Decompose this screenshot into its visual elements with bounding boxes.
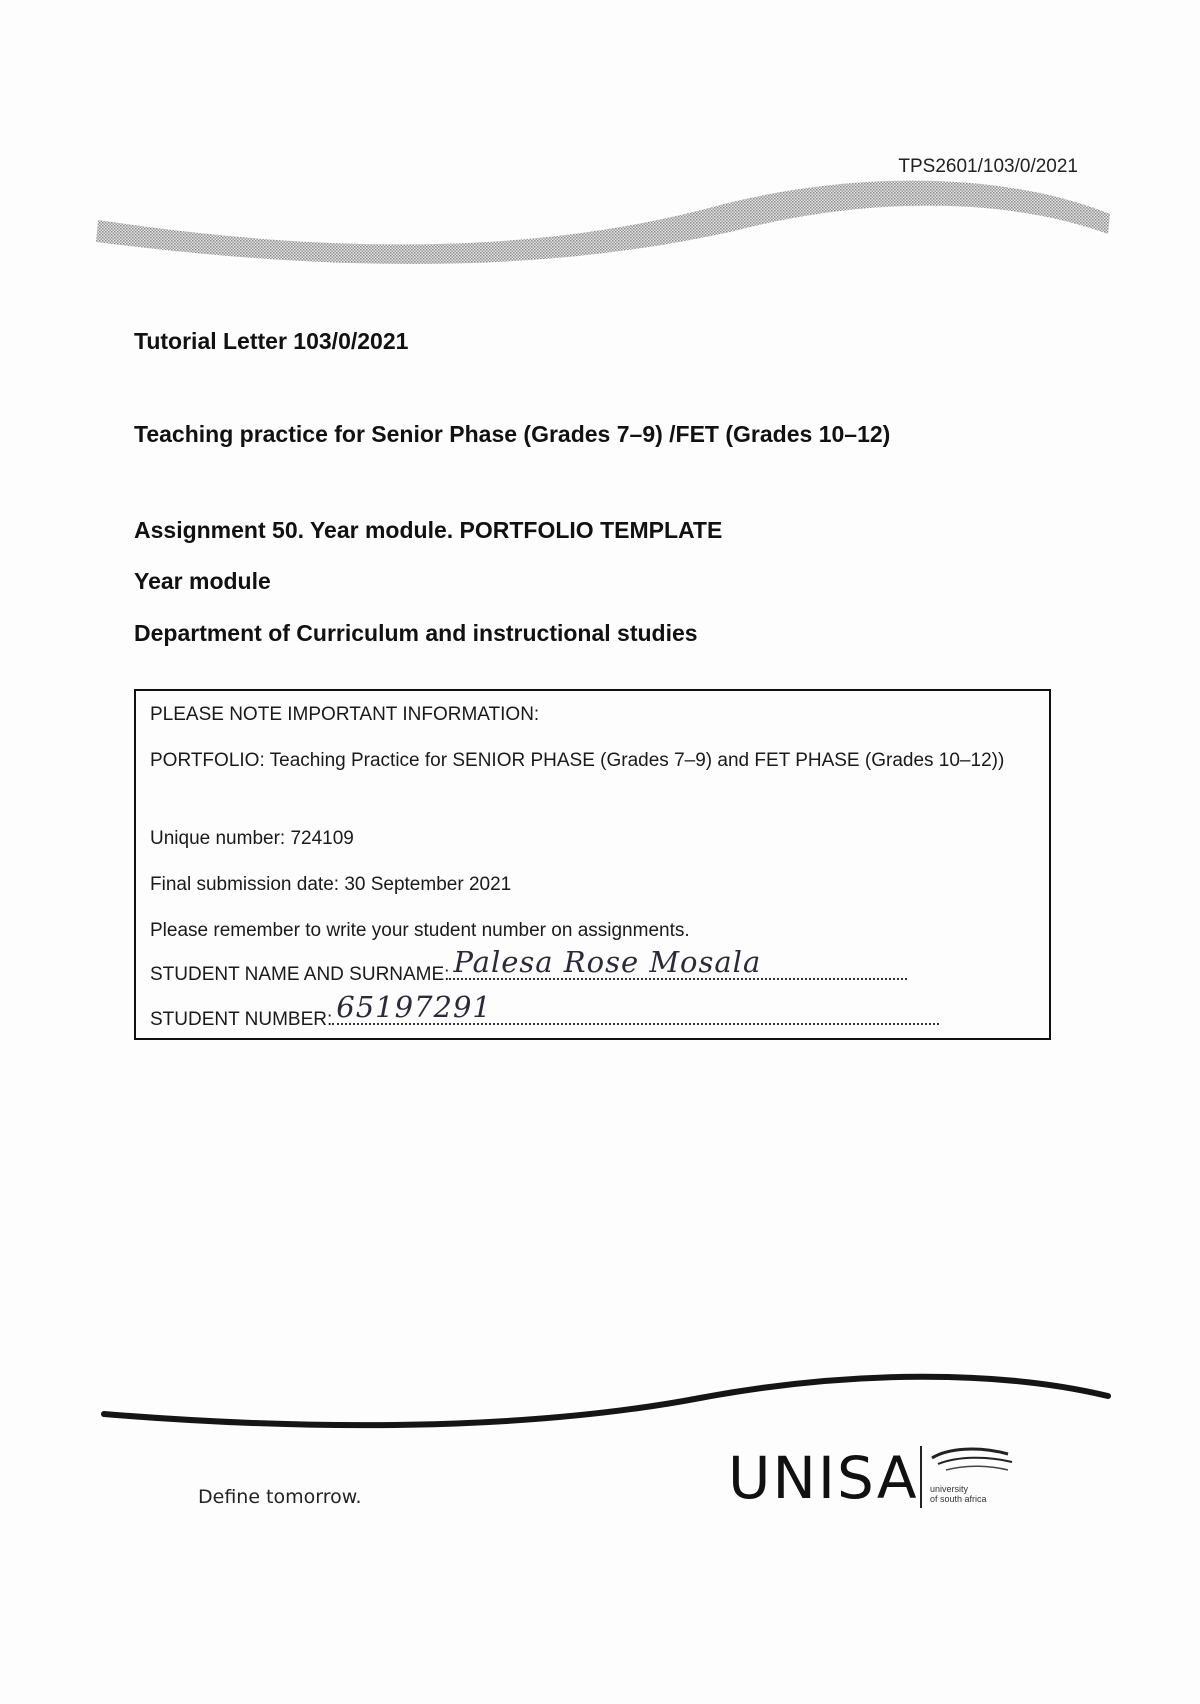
course-title-heading: Teaching practice for Senior Phase (Grades 7–9) /FET (Grades 10–12) — [134, 421, 891, 447]
logo-wordmark: UNISA — [728, 1444, 919, 1512]
portfolio-line: PORTFOLIO: Teaching Practice for SENIOR PHASE (Grades 7–9) and FET PHASE (Grades 10–12)) — [150, 750, 1005, 771]
logo-subtitle — [930, 1484, 1020, 1504]
student-number-label: STUDENT NUMBER: — [150, 1009, 333, 1030]
department-heading: Department of Curriculum and instructional studies — [134, 620, 698, 646]
module-type-heading: Year module — [134, 568, 271, 594]
student-number-row — [150, 990, 1035, 1034]
unique-number-line: Unique number: 724109 — [150, 828, 354, 849]
final-submission-line: Final submission date: 30 September 2021 — [150, 874, 512, 895]
student-number-field[interactable] — [332, 990, 939, 1025]
decorative-wave-band-top — [0, 150, 1200, 290]
student-number-handwritten: 65197291 — [336, 990, 492, 1024]
student-name-label: STUDENT NAME AND SURNAME: — [150, 964, 450, 985]
student-name-row — [150, 945, 1035, 989]
logo-subtitle-line-2: of south africa — [930, 1494, 987, 1504]
slogan-text: Define tomorrow. — [198, 1486, 362, 1508]
tutorial-letter-heading: Tutorial Letter 103/0/2021 — [134, 328, 409, 354]
student-name-field[interactable] — [449, 945, 907, 980]
logo-subtitle-line-1: university — [930, 1484, 969, 1494]
unisa-emblem-icon — [928, 1444, 1024, 1484]
reminder-line: Please remember to write your student number on assignments. — [150, 920, 690, 941]
unisa-logo — [728, 1438, 1028, 1518]
document-code: TPS2601/103/0/2021 — [898, 156, 1078, 177]
assignment-heading: Assignment 50. Year module. PORTFOLIO TEMPLATE — [134, 517, 723, 543]
notice-line: PLEASE NOTE IMPORTANT INFORMATION: — [150, 704, 540, 725]
logo-divider — [920, 1446, 922, 1508]
student-name-handwritten: Palesa Rose Mosala — [453, 945, 762, 979]
important-information-box — [134, 689, 1051, 1040]
